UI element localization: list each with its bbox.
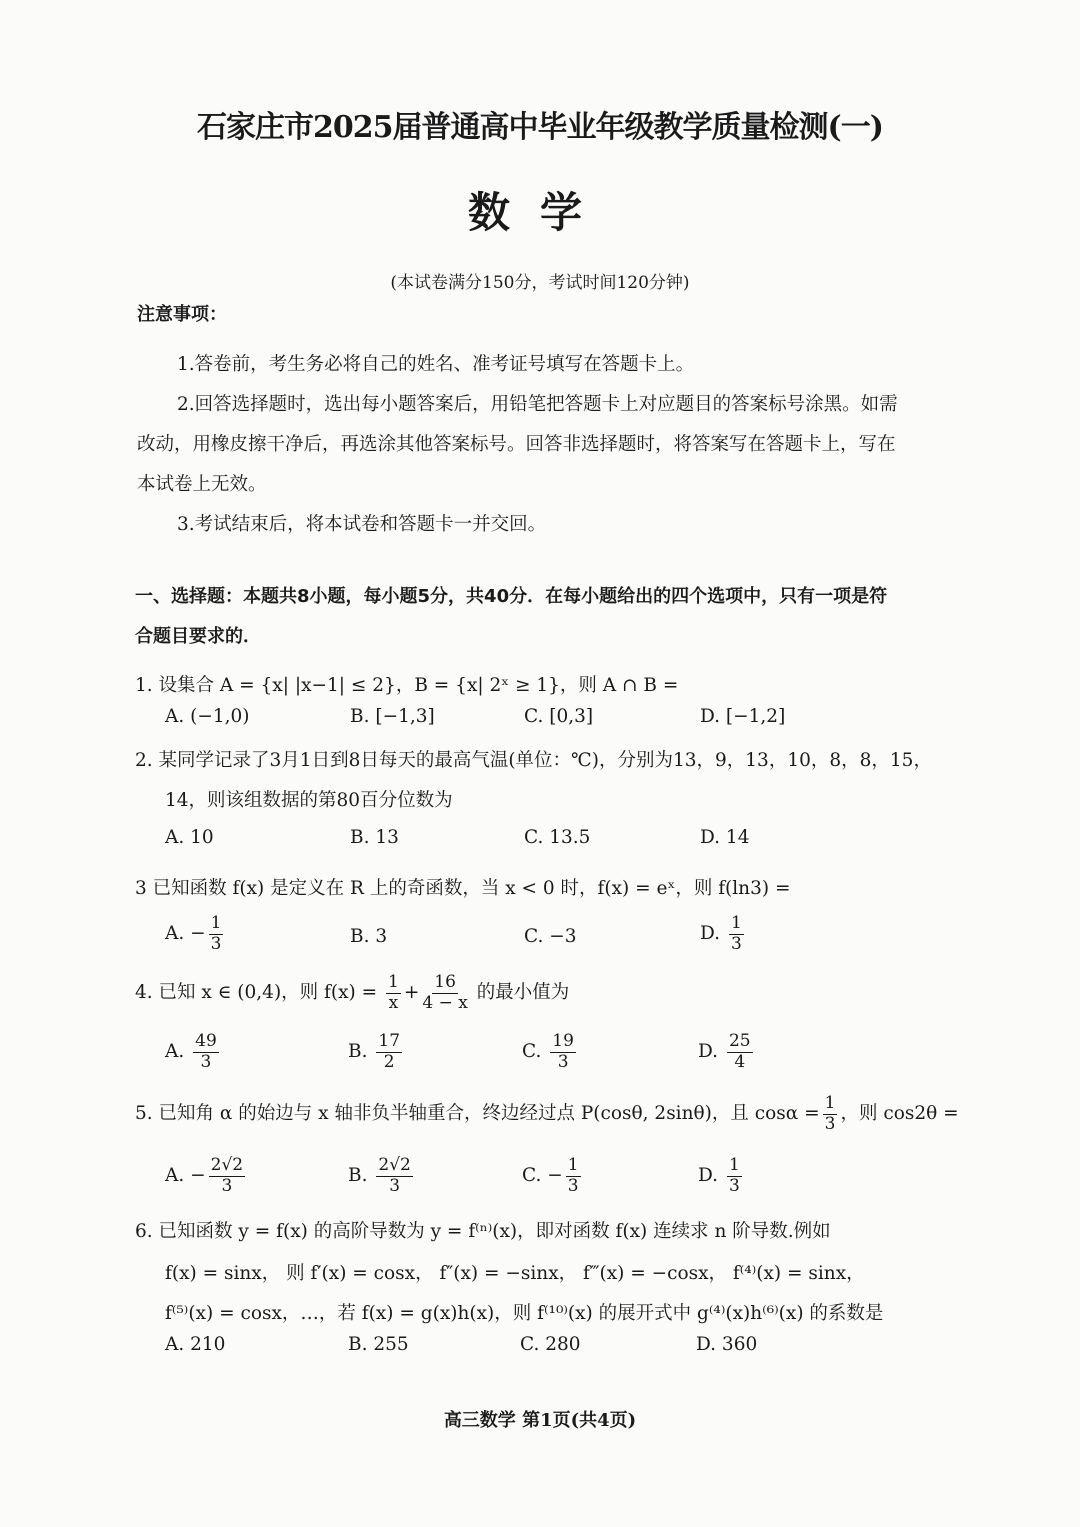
- notice-heading: 注意事项：: [137, 304, 227, 325]
- question-3: 3 已知函数 f(x) 是定义在 R 上的奇函数，当 x < 0 时，f(x) = eˣ，则 f(ln3) =: [135, 878, 791, 899]
- section-heading-cont: 合题目要求的．: [135, 626, 261, 647]
- option-a: A. − $\frac{2√2}{3}$: [165, 1155, 244, 1196]
- question-6: 6. 已知函数 y = f(x) 的高阶导数为 y = f⁽ⁿ⁾(x)，即对函数 f(x) 连续求 n 阶导数.例如: [135, 1221, 831, 1242]
- notice-line: 1.答卷前，考生务必将自己的姓名、准考证号填写在答题卡上。: [177, 354, 695, 375]
- question-2-cont: 14，则该组数据的第80百分位数为: [165, 790, 453, 811]
- option-c: C. − $\frac{1}{3}$: [522, 1155, 579, 1196]
- option-c: C. −3: [524, 926, 577, 947]
- notice-line: 2.回答选择题时，选出每小题答案后，用铅笔把答题卡上对应题目的答案标号涂黑。如需: [177, 394, 898, 415]
- page-footer: 高三数学 第1页(共4页): [443, 1410, 637, 1431]
- option-d: D. 14: [700, 827, 750, 848]
- option-a: A. 10: [165, 827, 214, 848]
- question-2: 2. 某同学记录了3月1日到8日每天的最高气温(单位：℃)，分别为13，9，13，10，8，8，15，: [135, 750, 932, 771]
- option-a: A. 210: [165, 1334, 226, 1355]
- option-d: D. $\frac{25}{4}$: [698, 1031, 751, 1072]
- option-d: D. $\frac{1}{3}$: [698, 1155, 740, 1196]
- option-c: C. [0,3]: [524, 706, 594, 727]
- question-6-cont: f⁽⁵⁾(x) = cosx，…，若 f(x) = g(x)h(x)，则 f⁽¹⁰⁾(x) 的展开式中 g⁽⁴⁾(x)h⁽⁶⁾(x) 的系数是: [165, 1303, 884, 1324]
- subject-title: 数学: [467, 188, 612, 237]
- exam-meta: (本试卷满分150分，考试时间120分钟): [390, 273, 690, 293]
- question-6-cont: f(x) = sinx， 则 f′(x) = cosx， f″(x) = −sinx， f‴(x) = −cosx， f⁽⁴⁾(x) = sinx，: [165, 1263, 865, 1284]
- option-c: C. 280: [520, 1334, 581, 1355]
- option-c: C. $\frac{19}{3}$: [522, 1031, 574, 1072]
- option-d: D. $\frac{1}{3}$: [700, 913, 742, 954]
- option-b: B. 3: [350, 926, 388, 947]
- option-d: D. 360: [696, 1334, 758, 1355]
- option-d: D. [−1,2]: [700, 706, 786, 727]
- question-5: 5. 已知角 α 的始边与 x 轴非负半轴重合，终边经过点 P(cosθ, 2sinθ)，且 cosα = $\frac{1}{3}$ ，则 cos2θ =: [135, 1093, 959, 1134]
- option-a: A. − $\frac{1}{3}$: [165, 913, 222, 954]
- option-b: B. $\frac{17}{2}$: [348, 1031, 401, 1072]
- option-a: A. $\frac{49}{3}$: [165, 1031, 217, 1072]
- option-b: B. $\frac{2√2}{3}$: [348, 1155, 411, 1196]
- option-b: B. 13: [350, 827, 399, 848]
- option-c: C. 13.5: [524, 827, 591, 848]
- question-4: 4. 已知 x ∈ (0,4)，则 f(x) = $\frac{1}{x}$ + $\frac{16}{4 - x}$ 的最小值为: [135, 972, 570, 1013]
- option-a: A. (−1,0): [165, 706, 250, 727]
- question-1: 1. 设集合 A = {x| |x−1| ≤ 2}，B = {x| 2ˣ ≥ 1}，则 A ∩ B =: [135, 675, 679, 696]
- notice-line: 本试卷上无效。: [137, 474, 267, 495]
- exam-title: 石家庄市2025届普通高中毕业年级教学质量检测(一): [197, 110, 883, 145]
- option-b: B. [−1,3]: [350, 706, 435, 727]
- notice-line: 3.考试结束后，将本试卷和答题卡一并交回。: [177, 514, 547, 535]
- option-b: B. 255: [348, 1334, 409, 1355]
- notice-line: 改动，用橡皮擦干净后，再选涂其他答案标号。回答非选择题时，将答案写在答题卡上，写在: [137, 434, 896, 455]
- section-heading: 一、选择题：本题共8小题，每小题5分，共40分．在每小题给出的四个选项中，只有一项是符: [135, 586, 888, 607]
